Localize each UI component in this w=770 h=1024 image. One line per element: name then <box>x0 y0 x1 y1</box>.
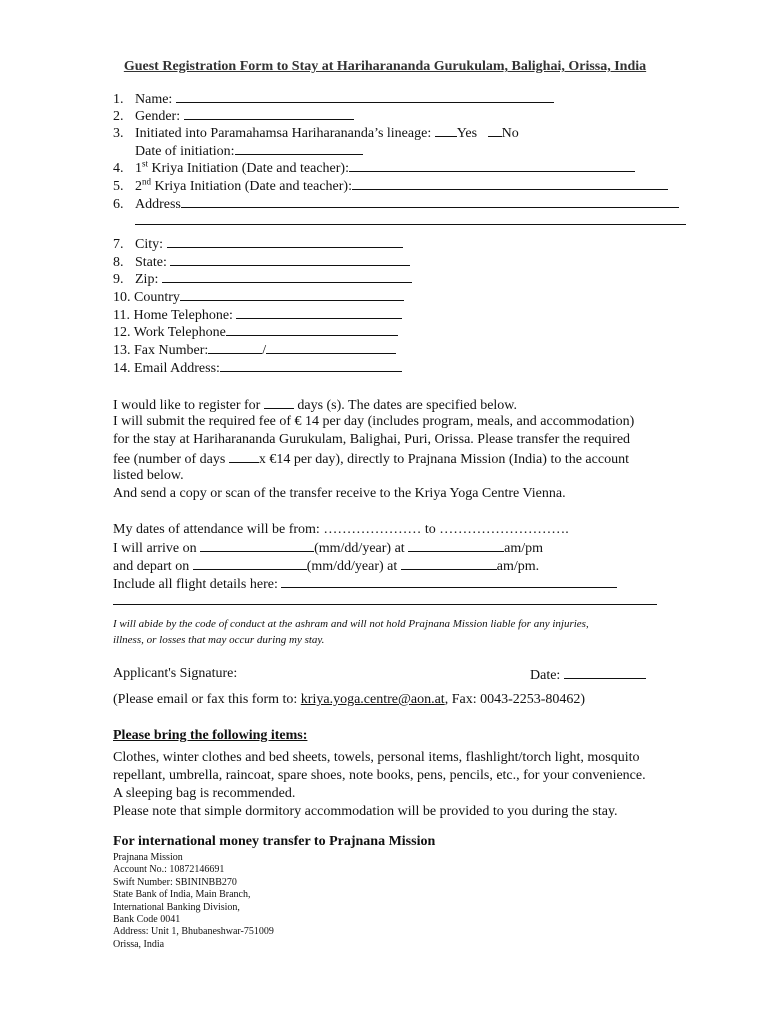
register-days-line: I would like to register for days (s). The dates are specified below. <box>113 395 517 414</box>
flight-details-line: Include all flight details here: <box>113 574 617 593</box>
name-input-line[interactable] <box>176 89 554 103</box>
email-line[interactable] <box>220 358 402 372</box>
flight-details-input[interactable] <box>281 574 617 588</box>
contact-info: (Please email or fax this form to: kriya.yoga.centre@aon.at, Fax: 0043-2253-80462) <box>113 692 586 707</box>
country-label: 10. Country <box>113 290 180 305</box>
field-name: 1. Name: <box>113 89 554 108</box>
register-days-input[interactable] <box>264 395 294 409</box>
transfer-line: Address: Unit 1, Bhubaneshwar-751009 <box>113 926 274 938</box>
work-telephone-line[interactable] <box>226 322 398 336</box>
kriya-2-line[interactable] <box>352 176 668 190</box>
fee-text-2: for the stay at Hariharananda Gurukulam, Balighai, Puri, Orissa. Please transfer the required <box>113 432 631 447</box>
transfer-line: State Bank of India, Main Branch, <box>113 889 251 901</box>
home-telephone-line[interactable] <box>236 305 402 319</box>
flight-details-input-2[interactable] <box>113 604 657 605</box>
departure-time-input[interactable] <box>401 556 497 570</box>
items-line-3: A sleeping bag is recommended. <box>113 786 296 801</box>
transfer-line: Swift Number: SBININBB270 <box>113 876 237 888</box>
initiation-date-line[interactable] <box>235 141 363 155</box>
field-kriya-1: 4. 1st Kriya Initiation (Date and teacher): <box>113 158 635 177</box>
arrival-time-input[interactable] <box>408 538 504 552</box>
disclaimer-line-1: I will abide by the code of conduct at the ashram and will not hold Prajnana Mission liable for any injuries, <box>113 618 589 630</box>
items-line-1: Clothes, winter clothes and bed sheets, towels, personal items, flashlight/torch light, mosquito <box>113 750 640 765</box>
field-country <box>113 287 404 306</box>
transfer-line: Account No.: 10872146691 <box>113 864 225 876</box>
departure-line: and depart on (mm/dd/year) at am/pm. <box>113 556 539 575</box>
signature-date: Date: <box>530 665 646 684</box>
initiation-date-label: Date of initiation: <box>135 144 235 159</box>
items-line-4: Please note that simple dormitory accommodation will be provided to you during the stay. <box>113 804 618 819</box>
zip-label: Zip: <box>135 272 159 287</box>
city-line[interactable] <box>167 234 403 248</box>
fee-text-1: I will submit the required fee of € 14 per day (includes program, meals, and accommodation) <box>113 414 635 429</box>
field-email <box>113 358 402 377</box>
transfer-line: Orissa, India <box>113 938 165 950</box>
transfer-heading: For international money transfer to Prajnana Mission <box>113 834 436 849</box>
initiated-label: Initiated into Paramahamsa Hariharananda’s lineage: <box>135 126 432 141</box>
email-label: 14. Email Address: <box>113 361 220 376</box>
address-line-1[interactable] <box>181 194 679 208</box>
field-kriya-2: 5. 2nd Kriya Initiation (Date and teacher): <box>113 176 668 195</box>
departure-date-input[interactable] <box>193 556 307 570</box>
fee-text-3: listed below. <box>113 468 184 483</box>
state-line[interactable] <box>170 252 410 266</box>
fee-text-4: And send a copy or scan of the transfer receive to the Kriya Yoga Centre Vienna. <box>113 486 566 501</box>
initiated-yes-line[interactable] <box>435 123 457 137</box>
field-gender: 2. Gender: <box>113 106 354 125</box>
kriya-1-label: Kriya Initiation (Date and teacher): <box>151 161 349 176</box>
field-zip: 9. Zip: <box>113 269 412 288</box>
fax-number-label: 13. Fax Number: <box>113 343 209 358</box>
fee-days-input[interactable] <box>229 449 259 463</box>
zip-line[interactable] <box>162 269 412 283</box>
fax-number-line-b[interactable] <box>266 340 396 354</box>
field-address: 6. Address <box>113 194 679 213</box>
transfer-line: Bank Code 0041 <box>113 914 181 925</box>
kriya-1-line[interactable] <box>349 158 635 172</box>
state-label: State: <box>135 255 167 270</box>
initiated-no-label: No <box>501 126 519 141</box>
applicant-signature-label: Applicant's Signature: <box>113 666 238 681</box>
page-title: Guest Registration Form to Stay at Hariharananda Gurukulam, Balighai, Orissa, India <box>123 59 647 74</box>
signature-date-input[interactable] <box>564 665 646 679</box>
arrival-date-input[interactable] <box>200 538 314 552</box>
address-line-2[interactable] <box>135 224 686 225</box>
initiated-no-line[interactable] <box>488 123 502 137</box>
disclaimer-line-2: illness, or losses that may occur during my stay. <box>113 634 325 646</box>
email-link[interactable]: kriya.yoga.centre@aon.at <box>300 692 445 707</box>
initiated-yes-label: Yes <box>456 126 478 141</box>
items-line-2: repellant, umbrella, raincoat, spare shoes, note books, pens, pencils, etc., for your convenience. <box>113 768 646 783</box>
kriya-2-label: Kriya Initiation (Date and teacher): <box>154 179 352 194</box>
field-state: 8. State: <box>113 252 410 271</box>
gender-label: Gender: <box>135 109 181 124</box>
attendance-dates: My dates of attendance will be from: ………………… to ………………………. <box>113 522 569 537</box>
field-work-telephone <box>113 322 398 341</box>
transfer-line: International Banking Division, <box>113 901 240 913</box>
name-label: Name: <box>135 92 173 107</box>
work-telephone-label: 12. Work Telephone <box>113 325 226 340</box>
fax-number-line-a[interactable] <box>208 340 262 354</box>
transfer-line: Prajnana Mission <box>113 852 183 863</box>
home-telephone-label: 11. Home Telephone: <box>113 308 233 323</box>
city-label: City: <box>135 237 164 252</box>
field-fax-number: 13. Fax Number: / <box>113 340 396 359</box>
items-heading: Please bring the following items: <box>113 728 308 743</box>
field-city: 7. City: <box>113 234 403 253</box>
gender-input-line[interactable] <box>184 106 354 120</box>
arrival-line: I will arrive on (mm/dd/year) at am/pm <box>113 538 543 557</box>
country-line[interactable] <box>180 287 404 301</box>
field-initiated: 3. Initiated into Paramahamsa Hariharananda’s lineage: Yes No <box>113 123 519 142</box>
fee-days-line: fee (number of days x €14 per day), directly to Prajnana Mission (India) to the account <box>113 449 629 468</box>
address-label: Address <box>135 197 181 212</box>
